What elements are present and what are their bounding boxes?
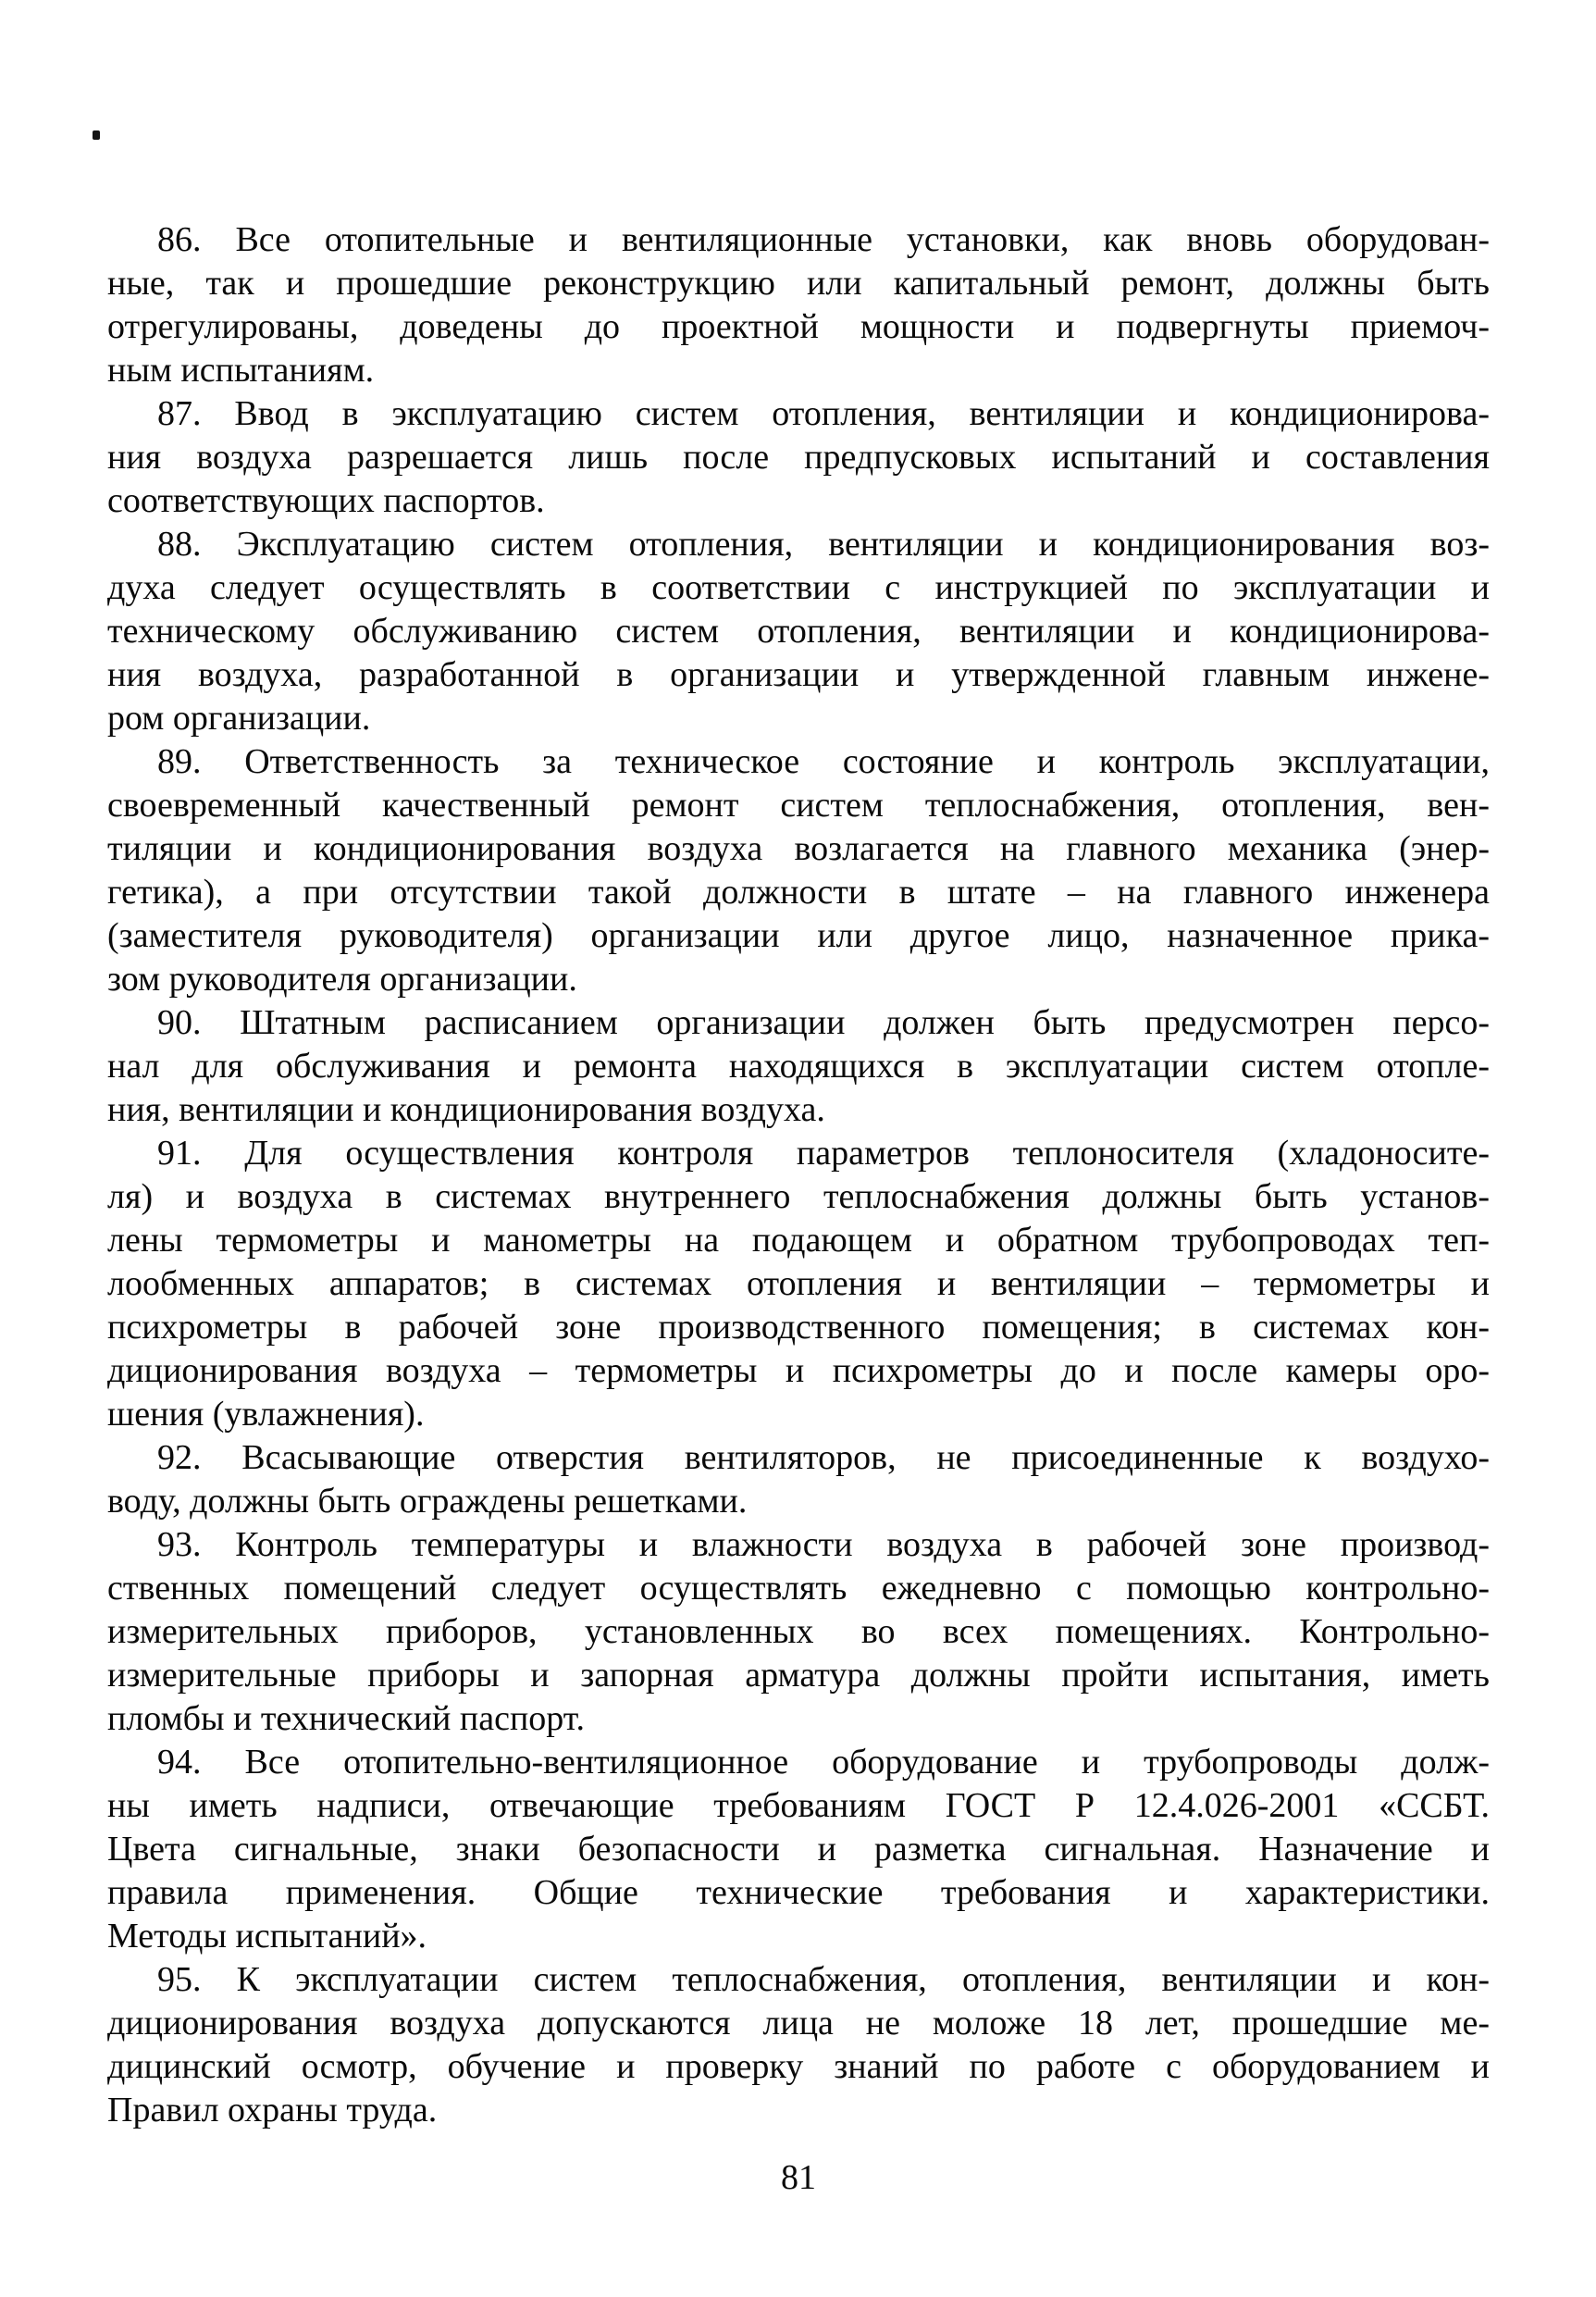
- text-line: измерительных приборов, установленных во всех помещениях. Контрольно-: [107, 1612, 1490, 1651]
- text-line: диционирования воздуха допускаются лица не моложе 18 лет, прошедшие ме-: [107, 2004, 1490, 2042]
- paragraph-88: [107, 523, 1490, 740]
- text-line: 91. Для осуществления контроля параметров теплоносителя (хладоносите-: [157, 1134, 1490, 1173]
- text-line: 93. Контроль температуры и влажности воздуха в рабочей зоне производ-: [157, 1525, 1490, 1564]
- paragraph-87: [107, 392, 1490, 523]
- body-text: [107, 218, 1490, 2132]
- text-line: 86. Все отопительные и вентиляционные установки, как вновь оборудован-: [157, 220, 1490, 259]
- text-line: Методы испытаний».: [107, 1917, 427, 1956]
- text-line: отрегулированы, доведены до проектной мощности и подвергнуты приемоч-: [107, 307, 1490, 346]
- text-line: пломбы и технический паспорт.: [107, 1699, 586, 1738]
- text-line: ля) и воздуха в системах внутреннего теплоснабжения должны быть установ-: [107, 1177, 1490, 1216]
- text-line: лообменных аппаратов; в системах отопления и вентиляции – термометры и: [107, 1264, 1490, 1303]
- paragraph-95: [107, 1958, 1490, 2132]
- text-line: правила применения. Общие технические требования и характеристики.: [107, 1873, 1490, 1912]
- text-line: (заместителя руководителя) организации или другое лицо, назначенное прика-: [107, 916, 1490, 955]
- text-line: 90. Штатным расписанием организации должен быть предусмотрен персо-: [157, 1003, 1490, 1042]
- text-line: 94. Все отопительно-вентиляционное оборудование и трубопроводы долж-: [157, 1743, 1490, 1782]
- text-line: воду, должны быть ограждены решетками.: [107, 1482, 748, 1521]
- text-line: нал для обслуживания и ремонта находящихся в эксплуатации систем отопле-: [107, 1047, 1490, 1086]
- paragraph-89: [107, 740, 1490, 1001]
- paragraph-92: [107, 1436, 1490, 1523]
- scan-artifact: [93, 130, 100, 140]
- text-line: 89. Ответственность за техническое состояние и контроль эксплуатации,: [157, 742, 1490, 781]
- paragraph-90: [107, 1001, 1490, 1132]
- text-line: тиляции и кондиционирования воздуха возлагается на главного механика (энер-: [107, 829, 1490, 868]
- paragraph-91: [107, 1132, 1490, 1436]
- text-line: 95. К эксплуатации систем теплоснабжения, отопления, вентиляции и кон-: [157, 1960, 1490, 1999]
- text-line: измерительные приборы и запорная арматура должны пройти испытания, иметь: [107, 1656, 1490, 1695]
- text-line: зом руководителя организации.: [107, 960, 577, 999]
- text-line: Цвета сигнальные, знаки безопасности и разметка сигнальная. Назначение и: [107, 1830, 1490, 1869]
- text-line: ния, вентиляции и кондиционирования воздуха.: [107, 1090, 825, 1129]
- page-number: 81: [781, 2158, 816, 2197]
- paragraph-93: [107, 1523, 1490, 1741]
- text-line: ственных помещений следует осуществлять ежедневно с помощью контрольно-: [107, 1569, 1490, 1608]
- text-line: духа следует осуществлять в соответствии с инструкцией по эксплуатации и: [107, 568, 1490, 607]
- text-line: 87. Ввод в эксплуатацию систем отопления, вентиляции и кондиционирова-: [157, 394, 1490, 433]
- text-line: гетика), а при отсутствии такой должности в штате – на главного инженера: [107, 873, 1490, 912]
- text-line: ния воздуха, разработанной в организации и утвержденной главным инжене-: [107, 655, 1490, 694]
- text-line: ния воздуха разрешается лишь после предпусковых испытаний и составления: [107, 438, 1490, 477]
- text-line: техническому обслуживанию систем отопления, вентиляции и кондиционирова-: [107, 612, 1490, 651]
- text-line: соответствующих паспортов.: [107, 481, 545, 520]
- text-line: 88. Эксплуатацию систем отопления, вентиляции и кондиционирования воз-: [157, 525, 1490, 564]
- text-line: шения (увлажнения).: [107, 1395, 425, 1434]
- text-line: своевременный качественный ремонт систем теплоснабжения, отопления, вен-: [107, 786, 1490, 825]
- paragraph-94: [107, 1741, 1490, 1958]
- text-line: психрометры в рабочей зоне производственного помещения; в системах кон-: [107, 1308, 1490, 1347]
- text-line: ром организации.: [107, 699, 371, 738]
- text-line: дицинский осмотр, обучение и проверку знаний по работе с оборудованием и: [107, 2047, 1490, 2086]
- text-line: лены термометры и манометры на подающем и обратном трубопроводах теп-: [107, 1221, 1490, 1260]
- text-line: 92. Всасывающие отверстия вентиляторов, не присоединенные к воздухо-: [157, 1438, 1490, 1477]
- text-line: ные, так и прошедшие реконструкцию или капитальный ремонт, должны быть: [107, 264, 1490, 303]
- text-line: Правил охраны труда.: [107, 2091, 438, 2129]
- text-line: ны иметь надписи, отвечающие требованиям ГОСТ Р 12.4.026-2001 «ССБТ.: [107, 1786, 1490, 1825]
- text-line: диционирования воздуха – термометры и психрометры до и после камеры оро-: [107, 1351, 1490, 1390]
- paragraph-86: [107, 218, 1490, 392]
- text-line: ным испытаниям.: [107, 351, 375, 390]
